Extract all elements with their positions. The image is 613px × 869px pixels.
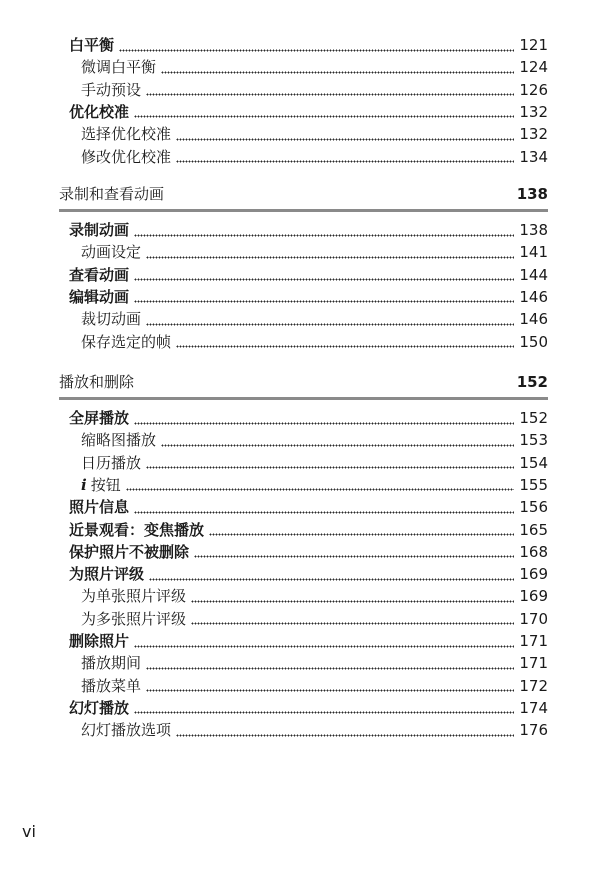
toc-entry[interactable]	[69, 520, 548, 540]
toc-entry-page: 170	[519, 609, 548, 628]
toc-entry[interactable]	[81, 720, 548, 740]
dot-leader	[191, 599, 514, 603]
toc-entry-label: 保存选定的帧	[81, 332, 172, 351]
dot-leader	[134, 115, 514, 119]
toc-entry[interactable]	[69, 408, 548, 428]
dot-leader	[146, 322, 514, 326]
toc-entry-page: 141	[519, 243, 548, 262]
toc-entry[interactable]	[69, 564, 548, 584]
dot-leader	[149, 577, 514, 581]
toc-entry-label: 动画设定	[81, 243, 142, 262]
toc-entry-label: 为单张照片评级	[81, 587, 187, 606]
toc-entry[interactable]	[81, 609, 548, 629]
dot-leader	[134, 510, 514, 514]
toc-entry[interactable]	[81, 475, 548, 495]
dot-leader	[134, 421, 514, 425]
dot-leader	[134, 644, 514, 648]
toc-entry[interactable]	[81, 242, 548, 262]
toc-entry-page: 126	[519, 80, 548, 99]
toc-entry-label: 幻灯播放选项	[81, 721, 172, 740]
toc-entry-page: 171	[519, 654, 548, 673]
dot-leader	[176, 160, 514, 164]
toc-entry[interactable]	[69, 35, 548, 55]
toc-entry-page: 152	[519, 409, 548, 427]
toc-entry-page: 132	[519, 125, 548, 144]
toc-entry-label: 优化校准	[69, 102, 130, 121]
toc-entry[interactable]	[81, 453, 548, 473]
toc-entry-label: 选择优化校准	[81, 125, 172, 144]
dot-leader	[146, 255, 514, 259]
toc-entry-page: 156	[519, 498, 548, 517]
toc-entry-label: 修改优化校准	[81, 147, 172, 166]
toc-entry-page: 121	[519, 36, 548, 54]
dot-leader	[191, 622, 514, 626]
toc-entry[interactable]	[69, 542, 548, 562]
toc-entry-label: 手动预设	[81, 80, 142, 99]
toc-entry[interactable]	[81, 147, 548, 167]
toc-entry[interactable]	[81, 124, 548, 144]
dot-leader	[161, 443, 514, 447]
dot-leader	[134, 233, 514, 237]
toc-entry-page: 172	[519, 676, 548, 695]
dot-leader	[134, 300, 514, 304]
toc-entry[interactable]	[81, 676, 548, 696]
dot-leader	[146, 666, 514, 670]
toc-entry-label: 白平衡	[69, 36, 115, 54]
toc-entry-page: 171	[519, 632, 548, 650]
toc-entry-page: 132	[519, 102, 548, 121]
toc-entry[interactable]	[69, 287, 548, 307]
toc-entry[interactable]	[81, 653, 548, 673]
toc-entry-page: 144	[519, 265, 548, 284]
toc-entry-label: 播放菜单	[81, 676, 142, 695]
toc-entry-label: 录制动画	[69, 221, 130, 239]
dot-leader	[209, 533, 514, 537]
toc-entry[interactable]	[69, 265, 548, 285]
page-number-folio: vi	[22, 822, 36, 841]
toc-entry[interactable]	[69, 631, 548, 651]
section-page: 152	[516, 373, 548, 391]
section-page: 138	[516, 185, 548, 203]
dot-leader	[146, 93, 514, 97]
toc-entry-page: 155	[519, 475, 548, 494]
toc-entry-label: 编辑动画	[69, 287, 130, 306]
toc-entry-page: 169	[519, 587, 548, 606]
toc-entry-label: 为多张照片评级	[81, 609, 187, 628]
toc-entry-label	[81, 475, 121, 495]
toc-entry-label: 日历播放	[81, 453, 142, 472]
toc-entry[interactable]	[81, 586, 548, 606]
toc-entry[interactable]	[81, 430, 548, 450]
section-title: 播放和删除	[59, 373, 135, 391]
toc-entry-label: 为照片评级	[69, 565, 145, 584]
dot-leader	[176, 345, 514, 349]
toc-entry-label: 保护照片不被删除	[69, 542, 190, 561]
section-title: 录制和查看动画	[59, 185, 165, 203]
toc-entry-page: 150	[519, 332, 548, 351]
dot-leader	[134, 278, 514, 282]
toc-entry-page: 146	[519, 310, 548, 329]
dot-leader	[161, 70, 514, 74]
dot-leader	[126, 488, 515, 492]
toc-entry-label: 裁切动画	[81, 310, 142, 329]
section-divider	[59, 397, 548, 400]
section-heading[interactable]	[59, 184, 548, 204]
toc-entry[interactable]	[81, 80, 548, 100]
dot-leader	[194, 555, 514, 559]
dot-leader	[119, 48, 514, 52]
toc-entry-label: 近景观看：变焦播放	[69, 520, 205, 539]
toc-entry-page: 138	[519, 221, 548, 239]
toc-entry-page: 134	[519, 147, 548, 166]
toc-entry[interactable]	[81, 309, 548, 329]
dot-leader	[146, 689, 514, 693]
dot-leader	[176, 137, 514, 141]
toc-entry-label: 幻灯播放	[69, 698, 130, 717]
toc-entry-page: 154	[519, 453, 548, 472]
toc-entry[interactable]	[81, 57, 548, 77]
dot-leader	[134, 711, 514, 715]
toc-entry-page: 146	[519, 287, 548, 306]
toc-entry-label: 删除照片	[69, 632, 130, 650]
toc-entry[interactable]	[69, 102, 548, 122]
toc-entry-page: 174	[519, 698, 548, 717]
toc-entry-label: 照片信息	[69, 498, 130, 517]
dot-leader	[176, 733, 514, 737]
toc-entry[interactable]	[81, 332, 548, 352]
toc-entry-page: 168	[519, 542, 548, 561]
toc-entry-label: 查看动画	[69, 265, 130, 284]
toc-entry-page: 165	[519, 520, 548, 539]
toc-entry[interactable]	[69, 698, 548, 718]
section-divider	[59, 209, 548, 212]
toc-entry-page: 124	[519, 58, 548, 77]
toc-entry-label: 微调白平衡	[81, 58, 157, 77]
toc-entry-label-text: 按钮	[90, 475, 121, 494]
toc-entry[interactable]	[69, 220, 548, 240]
toc-entry[interactable]	[69, 497, 548, 517]
toc-entry-page: 169	[519, 565, 548, 584]
info-i-icon: i	[81, 475, 87, 494]
toc-entry-page: 176	[519, 721, 548, 740]
toc-entry-label: 缩略图播放	[81, 431, 157, 450]
dot-leader	[146, 466, 514, 470]
section-heading[interactable]	[59, 372, 548, 392]
toc-entry-label: 全屏播放	[69, 409, 130, 427]
toc-entry-label: 播放期间	[81, 654, 142, 673]
toc-entry-page: 153	[519, 431, 548, 450]
